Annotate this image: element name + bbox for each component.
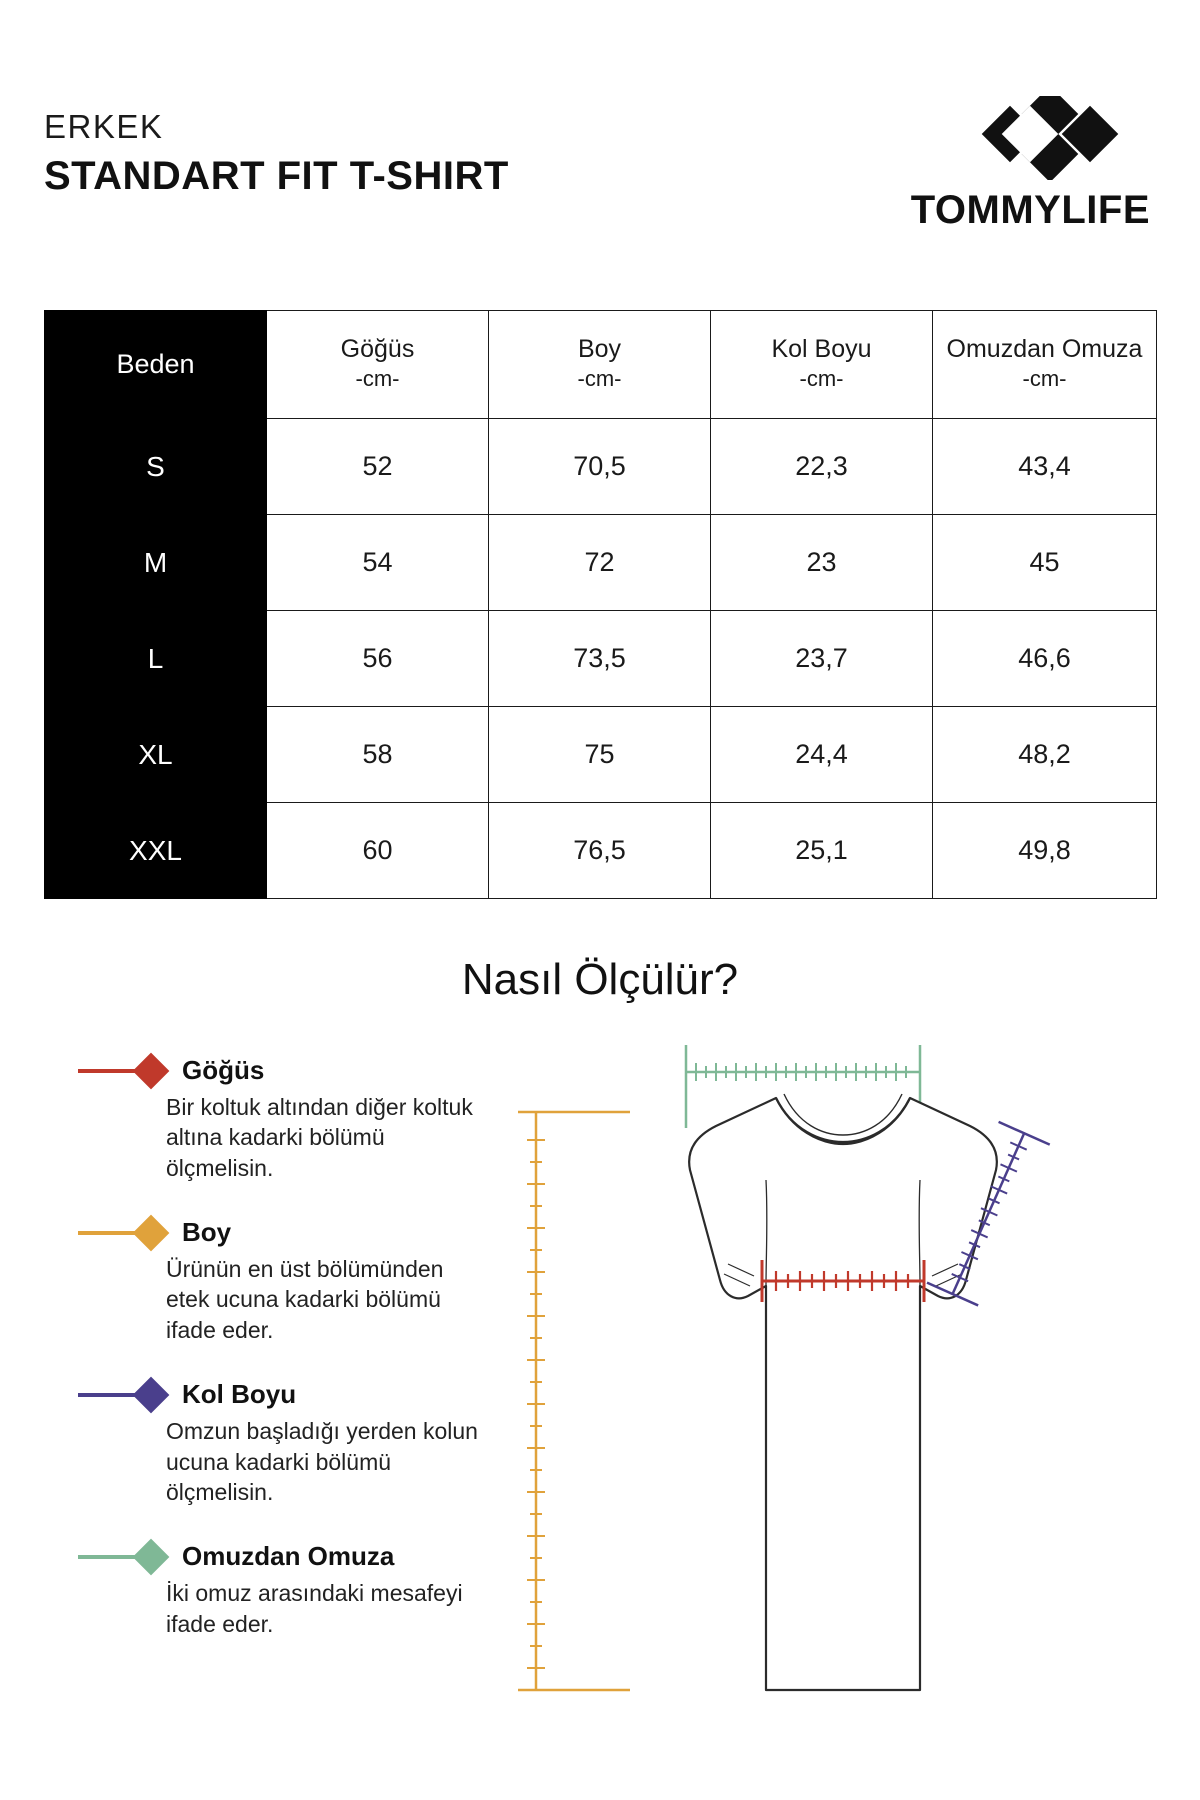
cell-omuz: 48,2 <box>933 707 1157 803</box>
brand-name: TOMMYLIFE <box>910 188 1150 232</box>
cell-kol: 24,4 <box>711 707 933 803</box>
legend-description: İki omuz arasındaki mesafeyi ifade eder. <box>166 1580 463 1637</box>
diamond-marker-icon <box>133 1214 170 1251</box>
column-header-omuzdan-omuza-label: Omuzdan Omuza <box>946 335 1143 364</box>
column-header-beden <box>45 311 267 419</box>
cell-boy: 72 <box>489 515 711 611</box>
table-row <box>45 611 1157 707</box>
cell-gogus: 56 <box>267 611 489 707</box>
cell-gogus: 52 <box>267 419 489 515</box>
cell-omuz: 43,4 <box>933 419 1157 515</box>
line-marker-icon <box>78 1231 140 1235</box>
legend-head <box>78 1055 548 1086</box>
column-header-kol-boyu <box>711 311 933 419</box>
legend-item-omuzdan-omuza <box>78 1541 548 1639</box>
legend-head <box>78 1217 548 1248</box>
measurement-legend <box>78 1055 548 1639</box>
column-header-gogus <box>267 311 489 419</box>
legend-label: Omuzdan Omuza <box>182 1541 395 1572</box>
table-row <box>45 419 1157 515</box>
line-marker-icon <box>78 1555 140 1559</box>
column-header-kol-boyu-unit: -cm- <box>799 365 844 391</box>
cell-size: L <box>45 611 267 707</box>
cell-kol: 22,3 <box>711 419 933 515</box>
size-table <box>44 310 1157 899</box>
legend-head <box>78 1379 548 1410</box>
category-eyebrow: ERKEK <box>44 108 164 145</box>
cell-size: XXL <box>45 803 267 899</box>
legend-item-kol-boyu <box>78 1379 548 1507</box>
line-marker-icon <box>78 1393 140 1397</box>
column-header-omuzdan-omuza <box>933 311 1157 419</box>
column-header-boy-unit: -cm- <box>577 365 622 391</box>
legend-item-boy <box>78 1217 548 1345</box>
cell-gogus: 58 <box>267 707 489 803</box>
cell-size: S <box>45 419 267 515</box>
legend-description: Omzun başladığı yerden kolun ucuna kadarki bölümü ölçmelisin. <box>166 1418 478 1505</box>
column-header-gogus-label: Göğüs <box>340 335 415 364</box>
legend-label: Boy <box>182 1217 232 1248</box>
t-shirt-measurement-diagram <box>500 1030 1120 1730</box>
page-header <box>44 96 1156 230</box>
table-header-row <box>45 311 1157 419</box>
cell-omuz: 45 <box>933 515 1157 611</box>
cell-kol: 25,1 <box>711 803 933 899</box>
how-to-measure-title: Nasıl Ölçülür? <box>461 955 739 1004</box>
cell-size: M <box>45 515 267 611</box>
legend-label: Kol Boyu <box>182 1379 297 1410</box>
cell-size: XL <box>45 707 267 803</box>
column-header-beden-label: Beden <box>116 348 195 379</box>
table-row <box>45 515 1157 611</box>
table-row <box>45 707 1157 803</box>
column-header-omuzdan-omuza-unit: -cm- <box>1022 365 1067 391</box>
cell-boy: 73,5 <box>489 611 711 707</box>
cell-kol: 23 <box>711 515 933 611</box>
diamond-marker-icon <box>133 1376 170 1413</box>
shoulder-measure-icon <box>686 1045 920 1128</box>
column-header-gogus-unit: -cm- <box>355 365 400 391</box>
cell-boy: 75 <box>489 707 711 803</box>
table-row <box>45 803 1157 899</box>
legend-item-gogus <box>78 1055 548 1183</box>
legend-description: Bir koltuk altından diğer koltuk altına kadarki bölümü ölçmelisin. <box>166 1094 473 1181</box>
brand-block <box>911 96 1156 230</box>
legend-description: Ürünün en üst bölümünden etek ucuna kadarki bölümü ifade eder. <box>166 1256 444 1343</box>
length-measure-icon <box>518 1112 630 1690</box>
cell-boy: 70,5 <box>489 419 711 515</box>
t-shirt-outline-icon <box>688 1094 997 1690</box>
diamond-marker-icon <box>133 1052 170 1089</box>
legend-label: Göğüs <box>182 1055 265 1085</box>
column-header-boy-label: Boy <box>577 335 622 364</box>
cell-kol: 23,7 <box>711 611 933 707</box>
cell-omuz: 46,6 <box>933 611 1157 707</box>
cell-boy: 76,5 <box>489 803 711 899</box>
diamond-marker-icon <box>133 1538 170 1575</box>
title-block <box>44 96 509 197</box>
cell-gogus: 60 <box>267 803 489 899</box>
diamond-grid-logo-icon <box>935 96 1125 180</box>
column-header-kol-boyu-label: Kol Boyu <box>771 335 872 364</box>
cell-gogus: 54 <box>267 515 489 611</box>
legend-head <box>78 1541 548 1572</box>
cell-omuz: 49,8 <box>933 803 1157 899</box>
page-title: STANDART FIT T-SHIRT <box>44 154 509 198</box>
line-marker-icon <box>78 1069 140 1073</box>
column-header-boy <box>489 311 711 419</box>
